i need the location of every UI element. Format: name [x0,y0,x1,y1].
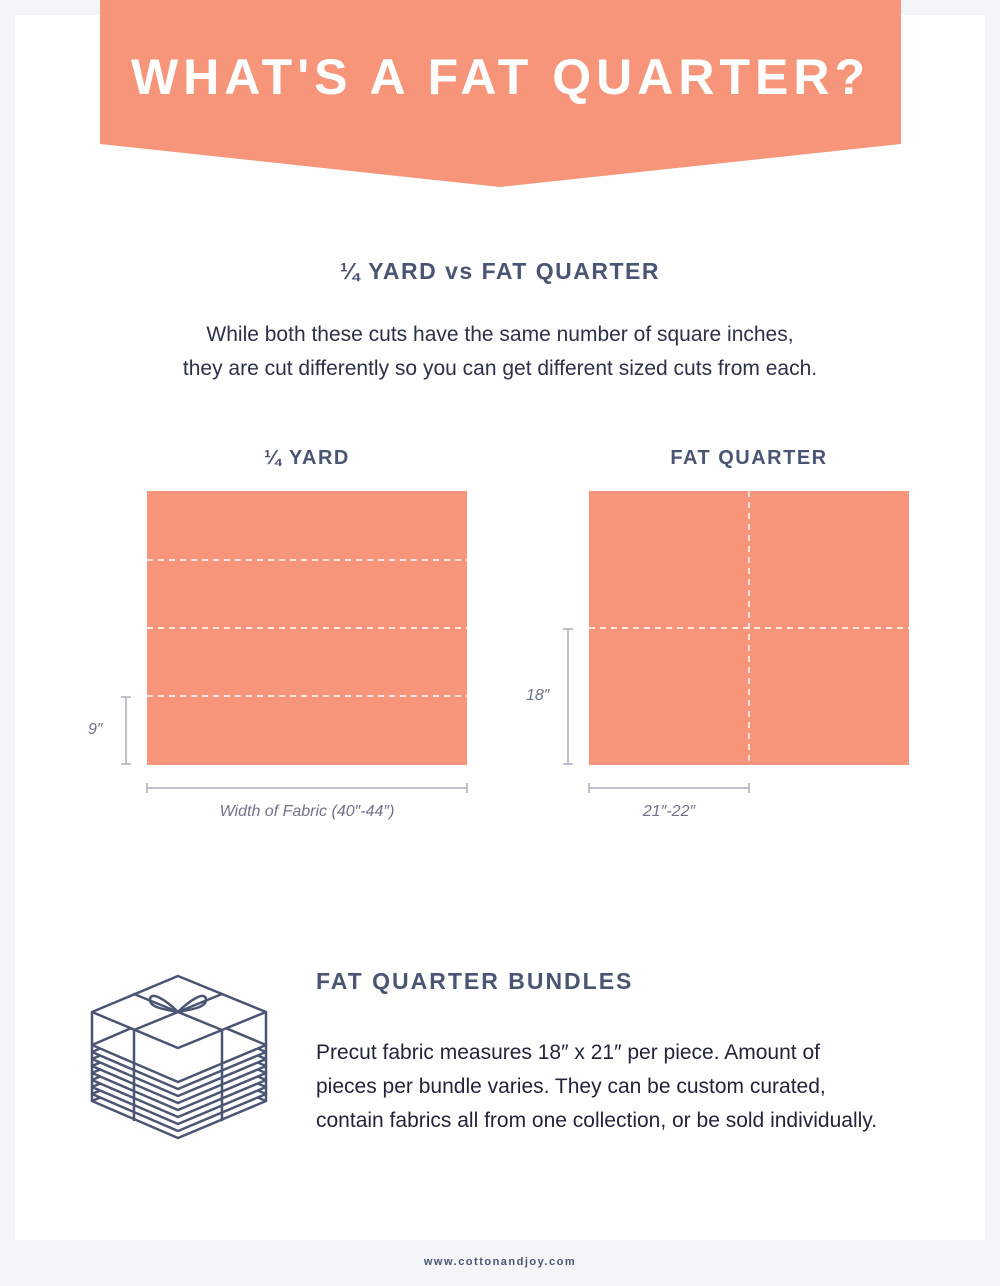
quarter-yard-diagram [121,491,467,793]
fat-quarter-height-label: 18″ [526,687,550,704]
quarter-yard-width-dimension [147,783,467,793]
bundles-description [316,1036,976,1138]
quarter-yard-height-label: 9″ [88,721,103,738]
quarter-yard-width-label: Width of Fabric (40″-44″) [219,803,395,820]
fat-quarter-height-dimension [563,629,573,764]
bundles-line: Precut fabric measures 18″ x 21″ per piece. Amount of [316,1041,820,1064]
intro-line: While both these cuts have the same number of square inches, [206,323,794,346]
fat-quarter-width-label: 21″-22″ [642,803,696,820]
quarter-yard-title: ¼ YARD [264,447,350,469]
intro-line: they are cut differently so you can get different sized cuts from each. [182,357,818,380]
quarter-yard-height-dimension [121,697,131,764]
footer-url[interactable]: www.cottonandjoy.com [423,1256,577,1268]
bundles-line: contain fabrics all from one collection, or be sold individually. [316,1109,878,1132]
bundles-line: pieces per bundle varies. They can be custom curated, [316,1075,826,1098]
fat-quarter-title: FAT QUARTER [670,447,828,469]
bundles-heading: FAT QUARTER BUNDLES [316,968,634,994]
fabric-stack-icon [88,970,273,1160]
fat-quarter-diagram [563,491,909,793]
comparison-heading: ¼ YARD vs FAT QUARTER [340,258,660,284]
fat-quarter-width-dimension [589,783,749,793]
page-title: WHAT'S A FAT QUARTER? [130,49,871,105]
